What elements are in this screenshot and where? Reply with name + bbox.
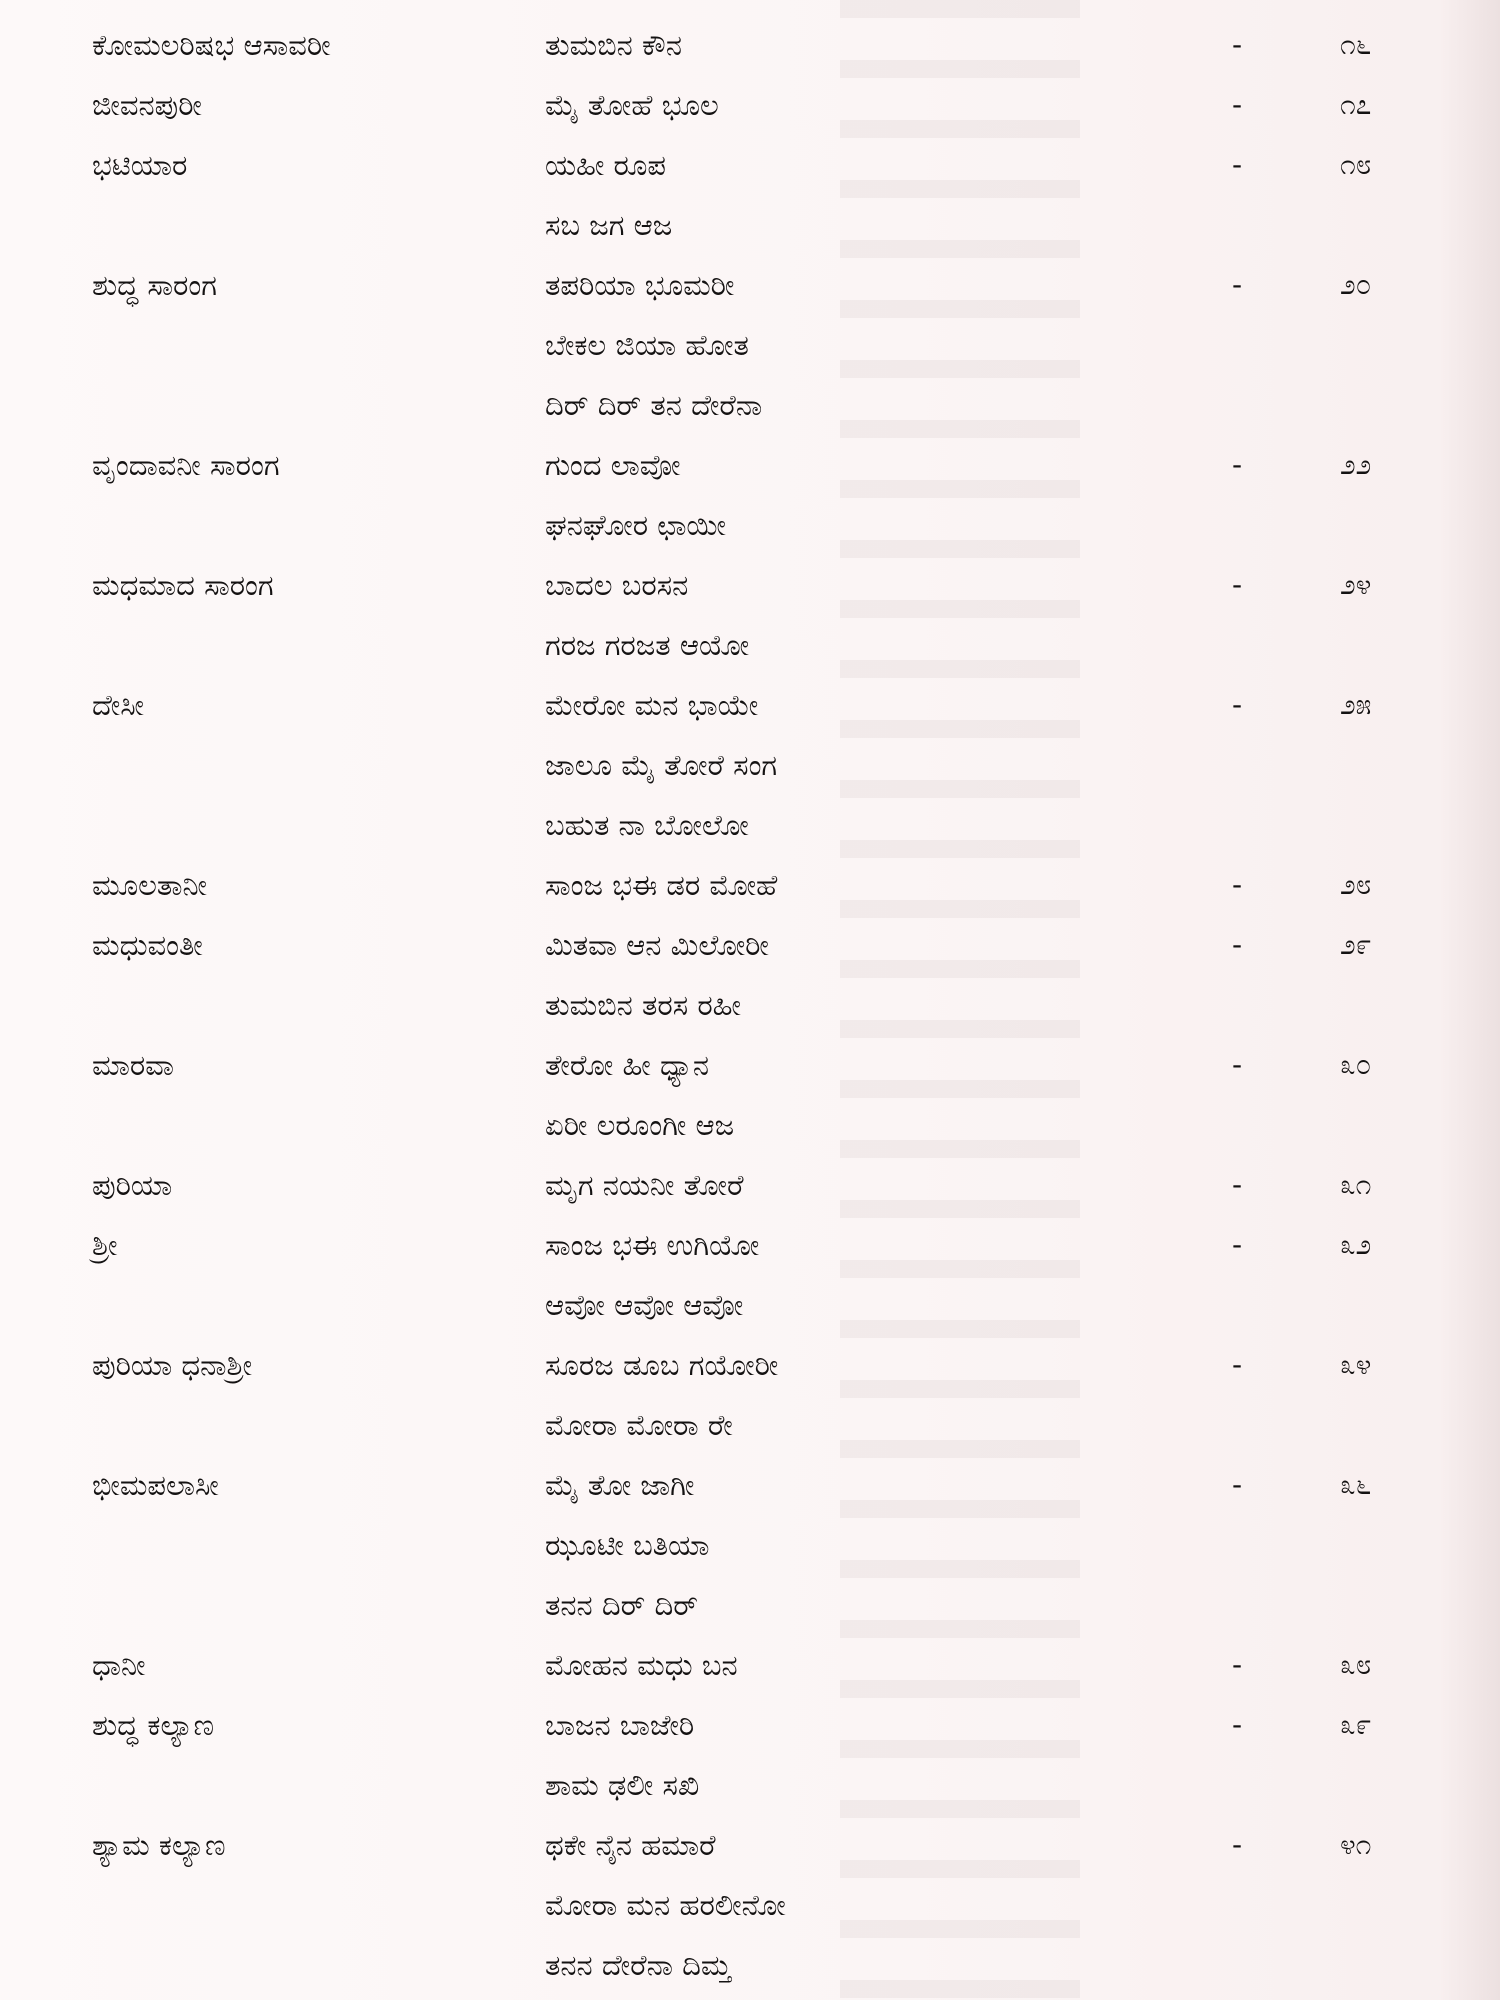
song-title: ದಿರ್ ದಿರ್ ತನ ದೇರೆನಾ	[545, 388, 763, 422]
separator-dash: -	[1232, 868, 1243, 901]
index-row	[0, 1034, 1500, 1094]
index-row	[0, 1514, 1500, 1574]
page-number: ೩೧	[1340, 1168, 1372, 1201]
song-title: ಸಾಂಜ ಭಈ ಡರ ಮೋಹೆ	[545, 868, 778, 902]
page-number: ೩೨	[1340, 1228, 1372, 1261]
song-title: ಶಾಮ ಢಲೀ ಸಖಿ	[545, 1768, 700, 1802]
index-row	[0, 194, 1500, 254]
song-title: ಮೋಹನ ಮಧು ಬನ	[545, 1648, 738, 1682]
index-row	[0, 1574, 1500, 1634]
index-row	[0, 1814, 1500, 1874]
song-title: ಸಬ ಜಗ ಆಜ	[545, 208, 673, 242]
separator-dash: -	[1232, 1048, 1243, 1081]
index-row	[0, 1214, 1500, 1274]
index-row	[0, 974, 1500, 1034]
page-edge-shadow	[1440, 0, 1500, 2000]
index-row	[0, 1154, 1500, 1214]
separator-dash: -	[1232, 28, 1243, 61]
song-title: ಗುಂದ ಲಾವೋ	[545, 448, 681, 482]
index-row	[0, 1094, 1500, 1154]
song-title: ಮೇರೋ ಮನ ಭಾಯೇ	[545, 688, 759, 722]
separator-dash: -	[1232, 88, 1243, 121]
song-title: ಮೈ ತೋಹೆ ಭೂಲ	[545, 88, 719, 122]
index-row	[0, 14, 1500, 74]
separator-dash: -	[1232, 268, 1243, 301]
raga-name: ದೇಸೀ	[92, 688, 144, 722]
raga-name: ಮೂಲತಾನೀ	[92, 868, 207, 902]
song-title: ಬಾದಲ ಬರಸನ	[545, 568, 689, 602]
raga-name: ಕೋಮಲರಿಷಭ ಆಸಾವರೀ	[92, 28, 331, 62]
song-title: ಮೃಗ ನಯನೀ ತೋರೆ	[545, 1168, 744, 1202]
song-title: ಸೂರಜ ಡೂಬ ಗಯೋರೀ	[545, 1348, 779, 1382]
index-row	[0, 1874, 1500, 1934]
index-row	[0, 914, 1500, 974]
index-row	[0, 1754, 1500, 1814]
song-title: ಏರೀ ಲರೂಂಗೀ ಆಜ	[545, 1108, 735, 1142]
song-title: ಥಕೇ ನೈನ ಹಮಾರೆ	[545, 1828, 716, 1862]
index-row	[0, 434, 1500, 494]
page-number: ೨೪	[1340, 568, 1372, 601]
raga-name: ಶ್ಯಾಮ ಕಲ್ಯಾಣ	[92, 1828, 226, 1862]
index-row	[0, 734, 1500, 794]
index-row	[0, 494, 1500, 554]
index-row	[0, 1634, 1500, 1694]
raga-name: ಭಟಿಯಾರ	[92, 148, 188, 182]
index-row	[0, 254, 1500, 314]
page-number: ೧೬	[1340, 28, 1372, 61]
separator-dash: -	[1232, 1348, 1243, 1381]
separator-dash: -	[1232, 1648, 1243, 1681]
song-title: ಬಾಜನ ಬಾಜೇರಿ	[545, 1708, 695, 1742]
song-title: ಆವೋ ಆವೋ ಆವೋ	[545, 1288, 744, 1322]
raga-name: ಶ್ರೀ	[92, 1228, 118, 1262]
index-row	[0, 614, 1500, 674]
separator-dash: -	[1232, 1228, 1243, 1261]
song-title: ಮಿತವಾ ಆನ ಮಿಲೋರೀ	[545, 928, 769, 962]
song-title: ಯಹೀ ರೂಪ	[545, 148, 666, 182]
song-title: ಸಾಂಜ ಭಈ ಉಗಿಯೋ	[545, 1228, 760, 1262]
song-title: ಝೂಟೀ ಬತಿಯಾ	[545, 1528, 710, 1562]
song-title: ಮೋರಾ ಮನ ಹರಲೀನೋ	[545, 1888, 786, 1922]
page-number: ೨೦	[1340, 268, 1372, 301]
page-number: ೨೫	[1340, 688, 1372, 721]
index-row	[0, 1694, 1500, 1754]
raga-name: ಪುರಿಯಾ	[92, 1168, 173, 1202]
page-number: ೨೨	[1340, 448, 1372, 481]
separator-dash: -	[1232, 1468, 1243, 1501]
raga-name: ಭೀಮಪಲಾಸೀ	[92, 1468, 219, 1502]
index-row	[0, 1394, 1500, 1454]
song-title: ತನನ ದೇರೆನಾ ದಿಮ್ತ	[545, 1948, 731, 1982]
page-number: ೨೮	[1340, 868, 1372, 901]
index-row	[0, 794, 1500, 854]
raga-name: ಶುದ್ಧ ಕಲ್ಯಾಣ	[92, 1708, 215, 1742]
song-title: ತುಮಬಿನ ತರಸ ರಹೀ	[545, 988, 741, 1022]
song-title: ಜಾಲೂ ಮೈ ತೋರೆ ಸಂಗ	[545, 748, 778, 782]
page-number: ೨೯	[1340, 928, 1372, 961]
page-number: ೪೧	[1340, 1828, 1372, 1861]
page-number: ೧೮	[1340, 148, 1372, 181]
index-row	[0, 134, 1500, 194]
page-number: ೩೮	[1340, 1648, 1372, 1681]
separator-dash: -	[1232, 1828, 1243, 1861]
page-number: ೩೬	[1340, 1468, 1372, 1501]
index-row	[0, 1274, 1500, 1334]
separator-dash: -	[1232, 148, 1243, 181]
index-row	[0, 1454, 1500, 1514]
song-title: ತೇರೋ ಹೀ ಧ್ಯಾನ	[545, 1048, 710, 1082]
song-title: ಮೈ ತೋ ಜಾಗೀ	[545, 1468, 695, 1502]
song-title: ತಪರಿಯಾ ಭೂಮರೀ	[545, 268, 735, 302]
page-number: ೩೯	[1340, 1708, 1372, 1741]
raga-name: ಶುದ್ಧ ಸಾರಂಗ	[92, 268, 217, 302]
separator-dash: -	[1232, 928, 1243, 961]
raga-name: ವೃಂದಾವನೀ ಸಾರಂಗ	[92, 448, 280, 482]
page-number: ೩೦	[1340, 1048, 1372, 1081]
raga-name: ಮಧುವಂತೀ	[92, 928, 203, 962]
raga-name: ಪುರಿಯಾ ಧನಾಶ್ರೀ	[92, 1348, 253, 1382]
separator-dash: -	[1232, 688, 1243, 721]
raga-name: ಮಧಮಾದ ಸಾರಂಗ	[92, 568, 274, 602]
page-number: ೩೪	[1340, 1348, 1372, 1381]
raga-name: ಮಾರವಾ	[92, 1048, 175, 1082]
index-row	[0, 854, 1500, 914]
song-title: ಬೇಕಲ ಜಿಯಾ ಹೋತ	[545, 328, 749, 362]
song-title: ಮೋರಾ ಮೋರಾ ರೇ	[545, 1408, 733, 1442]
page-number: ೧೭	[1340, 88, 1372, 121]
index-row	[0, 554, 1500, 614]
song-title: ಬಹುತ ನಾ ಬೋಲೋ	[545, 808, 749, 842]
song-title: ಗರಜ ಗರಜತ ಆಯೋ	[545, 628, 750, 662]
separator-dash: -	[1232, 1168, 1243, 1201]
separator-dash: -	[1232, 1708, 1243, 1741]
song-title: ತನನ ದಿರ್ ದಿರ್	[545, 1588, 698, 1622]
index-row	[0, 74, 1500, 134]
index-row	[0, 1934, 1500, 1994]
index-row	[0, 1334, 1500, 1394]
index-row	[0, 374, 1500, 434]
separator-dash: -	[1232, 448, 1243, 481]
index-row	[0, 674, 1500, 734]
separator-dash: -	[1232, 568, 1243, 601]
raga-name: ಜೀವನಪುರೀ	[92, 88, 202, 122]
song-title: ಘನಘೋರ ಛಾಯೀ	[545, 508, 726, 542]
raga-name: ಧಾನೀ	[92, 1648, 146, 1682]
index-row	[0, 314, 1500, 374]
song-title: ತುಮಬಿನ ಕೌನ	[545, 28, 682, 62]
